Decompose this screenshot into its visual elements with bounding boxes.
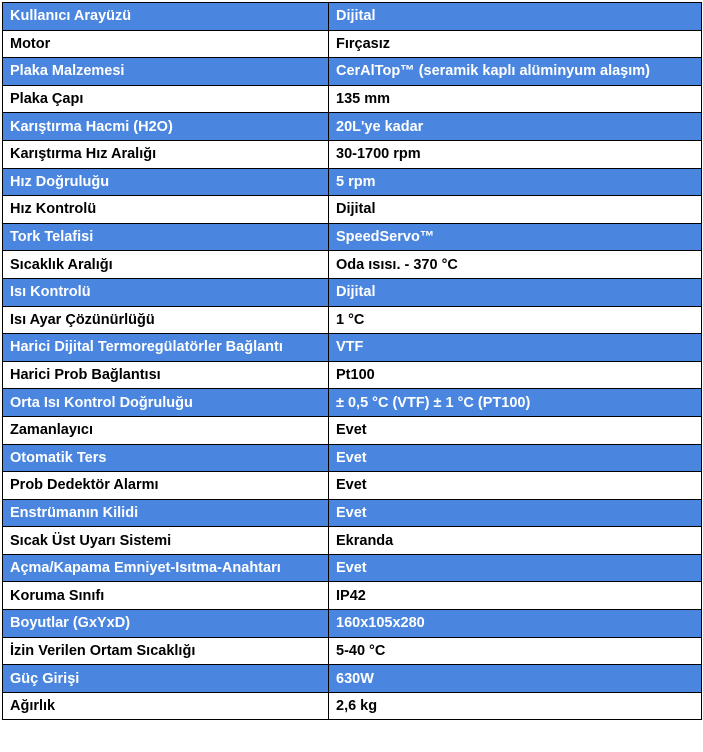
spec-label-cell: Otomatik Ters xyxy=(3,444,329,472)
spec-value-cell: Dijital xyxy=(329,3,702,31)
spec-value-cell: VTF xyxy=(329,334,702,362)
spec-value-cell: 160x105x280 xyxy=(329,610,702,638)
spec-value-cell: Evet xyxy=(329,416,702,444)
spec-value-cell: 20L'ye kadar xyxy=(329,113,702,141)
spec-label-cell: Plaka Çapı xyxy=(3,85,329,113)
spec-value-cell: IP42 xyxy=(329,582,702,610)
spec-label-cell: Tork Telafisi xyxy=(3,223,329,251)
spec-label-cell: Enstrümanın Kilidi xyxy=(3,499,329,527)
table-row xyxy=(3,140,702,168)
table-row xyxy=(3,389,702,417)
spec-value-cell: Evet xyxy=(329,499,702,527)
table-row xyxy=(3,416,702,444)
table-row xyxy=(3,223,702,251)
spec-table-body xyxy=(3,3,702,720)
spec-value-cell: Ekranda xyxy=(329,527,702,555)
spec-value-cell: 630W xyxy=(329,665,702,693)
table-row xyxy=(3,665,702,693)
table-row xyxy=(3,306,702,334)
table-row xyxy=(3,196,702,224)
spec-label-cell: Zamanlayıcı xyxy=(3,416,329,444)
spec-label-cell: Sıcak Üst Uyarı Sistemi xyxy=(3,527,329,555)
spec-label-cell: Isı Ayar Çözünürlüğü xyxy=(3,306,329,334)
spec-label-cell: Karıştırma Hız Aralığı xyxy=(3,140,329,168)
spec-value-cell: CerAlTop™ (seramik kaplı alüminyum alaşım) xyxy=(329,58,702,86)
spec-value-cell: Evet xyxy=(329,472,702,500)
spec-label-cell: Hız Kontrolü xyxy=(3,196,329,224)
spec-label-cell: Kullanıcı Arayüzü xyxy=(3,3,329,31)
spec-value-cell: 135 mm xyxy=(329,85,702,113)
spec-label-cell: Açma/Kapama Emniyet-Isıtma-Anahtarı xyxy=(3,554,329,582)
spec-label-cell: İzin Verilen Ortam Sıcaklığı xyxy=(3,637,329,665)
spec-value-cell: 2,6 kg xyxy=(329,692,702,720)
table-row xyxy=(3,334,702,362)
spec-value-cell: ± 0,5 °C (VTF) ± 1 °C (PT100) xyxy=(329,389,702,417)
spec-value-cell: 5 rpm xyxy=(329,168,702,196)
table-row xyxy=(3,361,702,389)
table-row xyxy=(3,30,702,58)
table-row xyxy=(3,251,702,279)
spec-value-cell: Evet xyxy=(329,554,702,582)
spec-table xyxy=(2,2,702,720)
spec-label-cell: Hız Doğruluğu xyxy=(3,168,329,196)
spec-label-cell: Sıcaklık Aralığı xyxy=(3,251,329,279)
table-row xyxy=(3,582,702,610)
table-row xyxy=(3,610,702,638)
spec-value-cell: Dijital xyxy=(329,196,702,224)
table-row xyxy=(3,637,702,665)
spec-label-cell: Ağırlık xyxy=(3,692,329,720)
table-row xyxy=(3,58,702,86)
table-row xyxy=(3,444,702,472)
spec-value-cell: Fırçasız xyxy=(329,30,702,58)
spec-value-cell: 30-1700 rpm xyxy=(329,140,702,168)
spec-label-cell: Karıştırma Hacmi (H2O) xyxy=(3,113,329,141)
table-row xyxy=(3,85,702,113)
spec-label-cell: Boyutlar (GxYxD) xyxy=(3,610,329,638)
table-row xyxy=(3,499,702,527)
spec-value-cell: SpeedServo™ xyxy=(329,223,702,251)
spec-label-cell: Harici Prob Bağlantısı xyxy=(3,361,329,389)
table-row xyxy=(3,168,702,196)
spec-value-cell: 5-40 °C xyxy=(329,637,702,665)
spec-value-cell: Oda ısısı. - 370 °C xyxy=(329,251,702,279)
spec-value-cell: Evet xyxy=(329,444,702,472)
table-row xyxy=(3,527,702,555)
spec-value-cell: 1 °C xyxy=(329,306,702,334)
spec-label-cell: Motor xyxy=(3,30,329,58)
table-row xyxy=(3,278,702,306)
table-row xyxy=(3,472,702,500)
spec-label-cell: Harici Dijital Termoregülatörler Bağlantı xyxy=(3,334,329,362)
spec-label-cell: Güç Girişi xyxy=(3,665,329,693)
spec-label-cell: Orta Isı Kontrol Doğruluğu xyxy=(3,389,329,417)
spec-label-cell: Koruma Sınıfı xyxy=(3,582,329,610)
table-row xyxy=(3,554,702,582)
table-row xyxy=(3,3,702,31)
table-row xyxy=(3,113,702,141)
spec-label-cell: Prob Dedektör Alarmı xyxy=(3,472,329,500)
spec-value-cell: Dijital xyxy=(329,278,702,306)
table-row xyxy=(3,692,702,720)
spec-value-cell: Pt100 xyxy=(329,361,702,389)
spec-label-cell: Plaka Malzemesi xyxy=(3,58,329,86)
spec-label-cell: Isı Kontrolü xyxy=(3,278,329,306)
